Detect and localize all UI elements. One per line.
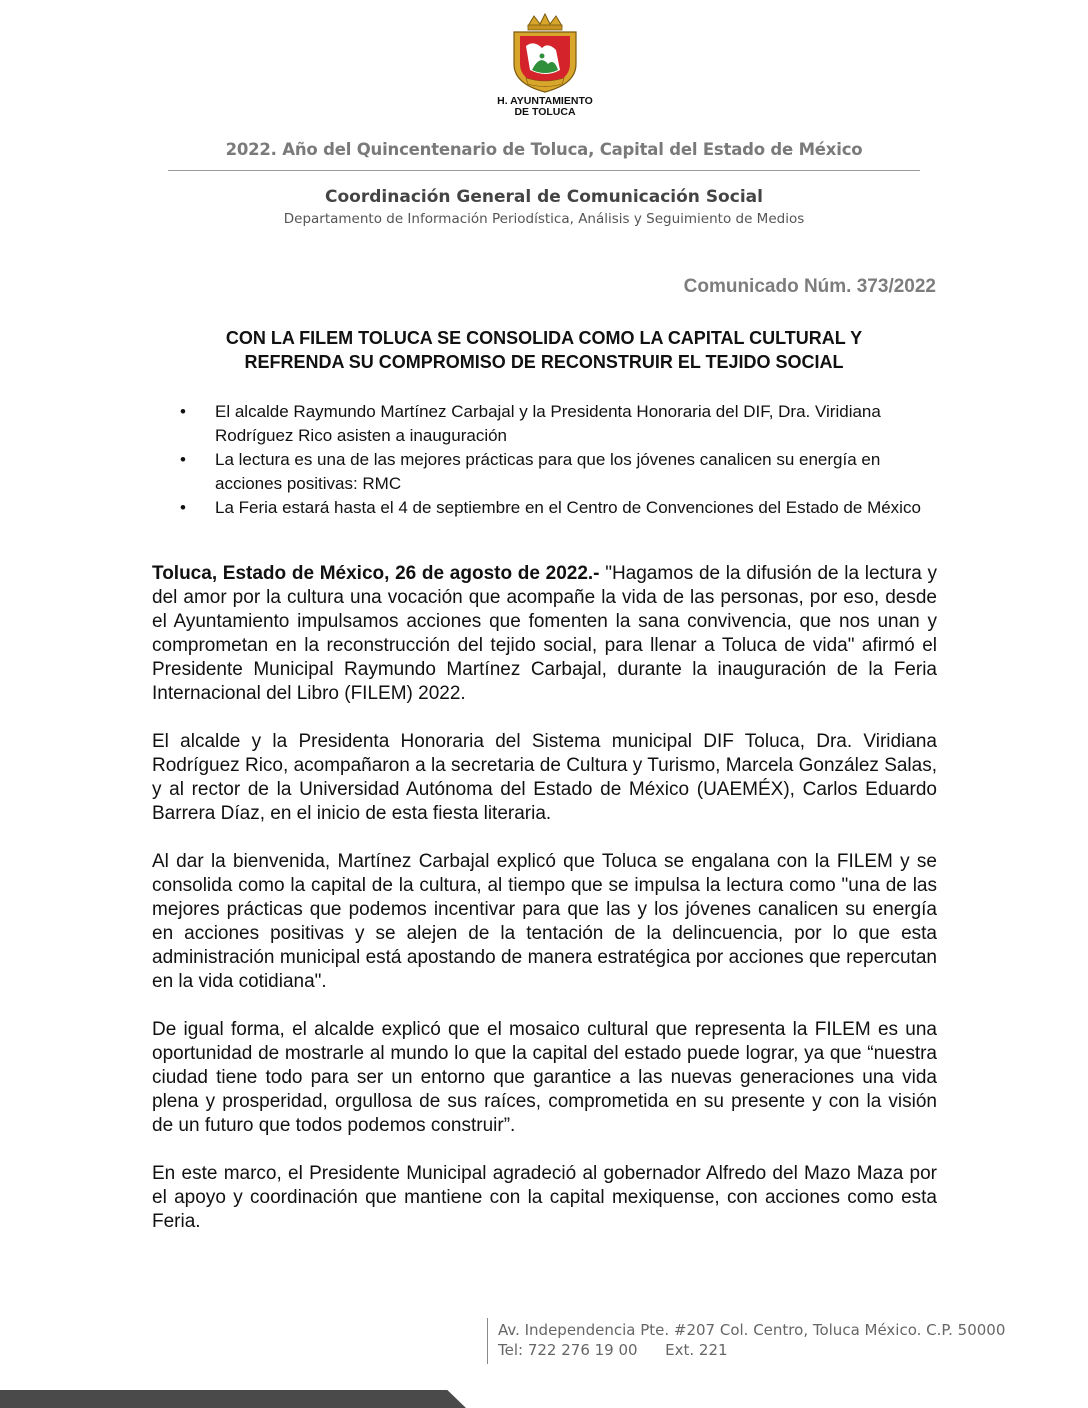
bullet-text: El alcalde Raymundo Martínez Carbajal y la Presidenta Honoraria del DIF, Dra. Viridiana Rodríguez Rico asisten a inauguración (215, 402, 881, 445)
footer-extension: Ext. 221 (665, 1341, 728, 1359)
coat-of-arms-icon (490, 12, 600, 94)
bullet-text: La lectura es una de las mejores prácticas para que los jóvenes canalicen su energía en acciones positivas: RMC (215, 450, 881, 493)
bullet-icon: • (180, 498, 186, 517)
paragraph-2: El alcalde y la Presidenta Honoraria del Sistema municipal DIF Toluca, Dra. Viridiana Rodríguez Rico, acompañaron a la secretaria de Cultura y Turismo, Marcela González Salas, y al rector de la Universidad Autónoma del Estado de México (UAEMÉX), Carlos Eduardo Barrera Díaz, en el inicio de esta fiesta literaria. (152, 731, 937, 824)
coordination-title: Coordinación General de Comunicación Social (325, 187, 763, 207)
footer-phone: Tel: 722 276 19 00 (498, 1341, 638, 1359)
logo-line-2: DE TOLUCA (514, 106, 576, 118)
footer-address-line: Av. Independencia Pte. #207 Col. Centro, Toluca México. C.P. 50000 (498, 1321, 1006, 1339)
footer-decorative-bar (0, 1390, 466, 1408)
department-subtitle: Departamento de Información Periodística, Análisis y Seguimiento de Medios (283, 211, 805, 227)
logo-line-1: H. AYUNTAMIENTO (497, 95, 593, 107)
paragraph-1 (152, 562, 937, 706)
comunicado-number: Comunicado Núm. 373/2022 (683, 276, 936, 297)
bullet-icon: • (180, 450, 186, 469)
headline-line-1: CON LA FILEM TOLUCA SE CONSOLIDA COMO LA CAPITAL CULTURAL Y (225, 328, 863, 348)
footer-phone-line (498, 1340, 1005, 1360)
dateline: Toluca, Estado de México, 26 de agosto de 2022.- (152, 563, 600, 584)
paragraph-1-text: "Hagamos de la difusión de la lectura y del amor por la cultura una vocación que acompañe la vida de las personas, por eso, desde el Ayuntamiento impulsamos acciones que fomenten la sana convivencia, que nos unan y comprometan en la reconstrucción del tejido social, para llenar a Toluca de vida" afirmó el Presidente Municipal Raymundo Martínez Carbajal, durante la inauguración de la Feria Internacional del Libro (FILEM) 2022. (152, 563, 938, 704)
bullet-item (180, 400, 940, 448)
paragraph-3: Al dar la bienvenida, Martínez Carbajal explicó que Toluca se engalana con la FILEM y se consolida como la capital de la cultura, al tiempo que se impulsa la lectura como "una de las mejores prácticas que podemos incentivar para que las y los jóvenes canalicen su energía en acciones positivas y se alejen de la tentación de la delincuencia, por lo que esta administración municipal está apostando de manera estratégica por acciones que repercutan en la vida cotidiana". (152, 851, 937, 992)
headline-line-2: REFRENDA SU COMPROMISO DE RECONSTRUIR EL TEJIDO SOCIAL (244, 352, 844, 372)
year-motto: 2022. Año del Quincentenario de Toluca, Capital del Estado de México (225, 140, 863, 159)
press-release-headline (150, 326, 938, 374)
paragraph-4: De igual forma, el alcalde explicó que el mosaico cultural que representa la FILEM es una oportunidad de mostrarle al mundo lo que la capital del estado puede lograr, ya que “nuestra ciudad tiene todo para ser un entorno que garantice a las nuevas generaciones una vida plena y prosperidad, orgullosa de sus raíces, comprometida en su presente y con la visión de un futuro que todos podemos construir”. (152, 1019, 937, 1136)
footer-divider (487, 1318, 488, 1364)
article-body (152, 562, 937, 1258)
paragraph-5: En este marco, el Presidente Municipal agradeció al gobernador Alfredo del Mazo Maza por el apoyo y coordinación que mantiene con la capital mexiquense, con acciones como esta Feria. (152, 1163, 937, 1232)
bullet-item (180, 496, 940, 520)
logo-caption (490, 96, 600, 118)
bullet-text: La Feria estará hasta el 4 de septiembre en el Centro de Convenciones del Estado de México (215, 498, 921, 517)
bullet-item (180, 448, 940, 496)
summary-bullets (180, 400, 940, 520)
footer-contact (498, 1320, 1005, 1360)
toluca-coat-of-arms-logo (490, 12, 600, 124)
bullet-icon: • (180, 402, 186, 421)
header-divider (168, 170, 920, 171)
